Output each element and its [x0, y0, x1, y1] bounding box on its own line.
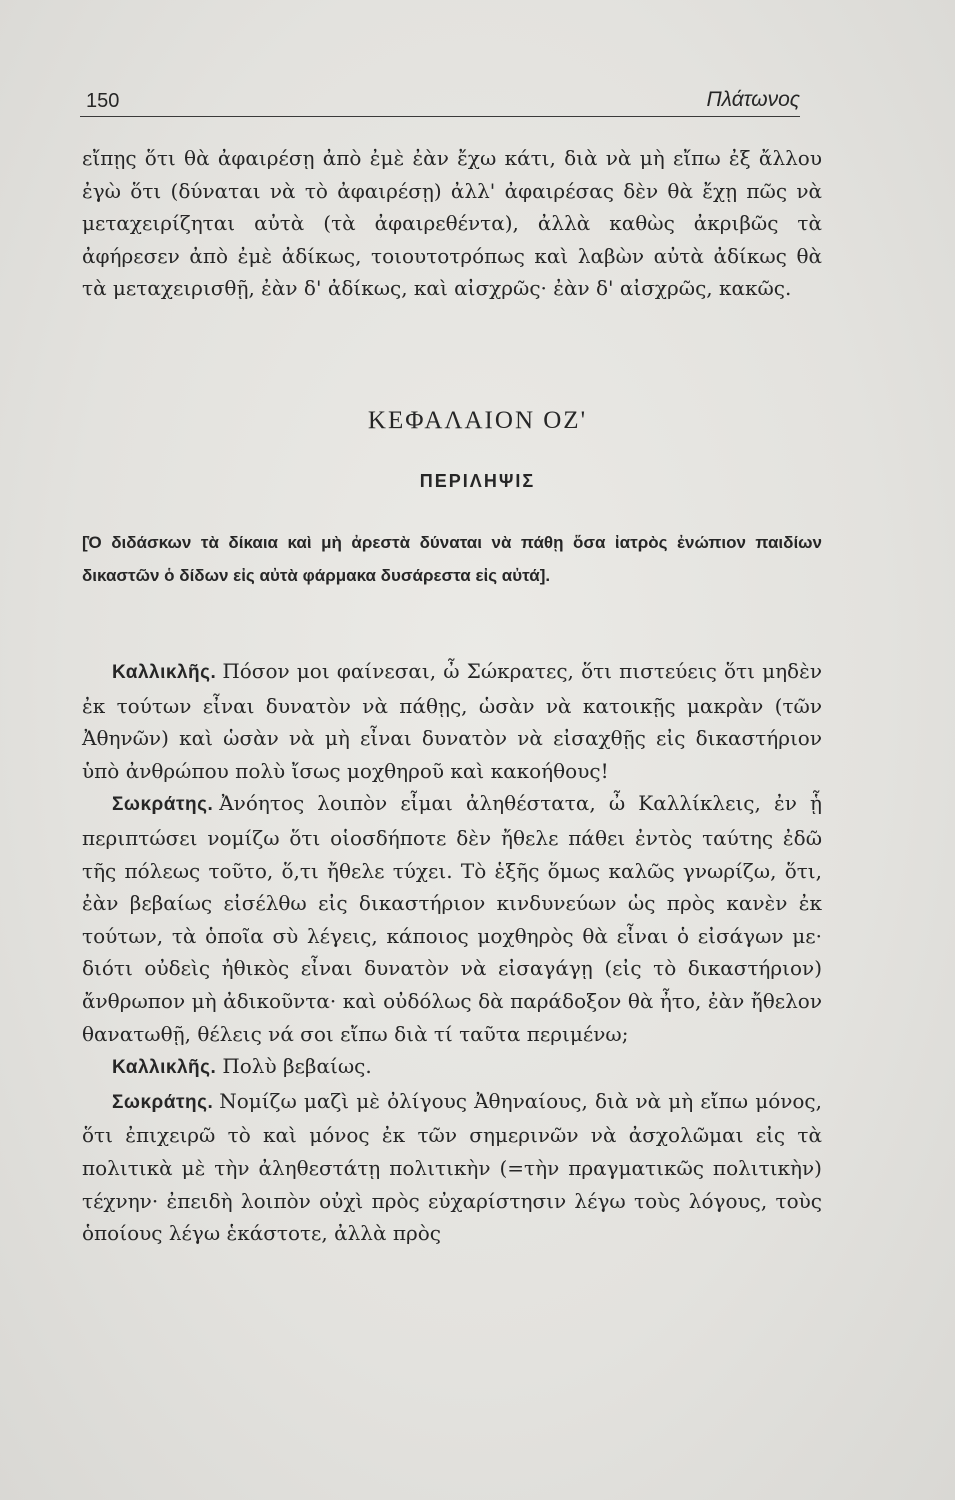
dialogue-turn	[82, 787, 822, 1050]
running-title: Πλάτωνος	[706, 88, 800, 111]
dialogue-turn	[82, 1085, 822, 1250]
dialogue-turn	[82, 1050, 822, 1085]
speech-text: Πόσον μοι φαίνεσαι, ὦ Σώκρατες, ὅτι πιστεύεις ὅτι μηδὲν ἐκ τούτων εἶναι δυνατὸν νὰ πάθῃς, ὡσὰν νὰ κατοικῇς μακρὰν (τῶν Ἀθηνῶν) καὶ ὡσὰν νὰ μὴ εἶναι δυνατὸν νὰ εἰσαχθῇς εἰς δικαστήριον ὑπὸ ἀνθρώπου πολὺ ἴσως μοχθηροῦ καὶ κακοήθους!	[82, 659, 822, 783]
speaker-name: Σωκράτης.	[112, 1091, 214, 1113]
speech-text: Πολὺ βεβαίως.	[222, 1054, 372, 1079]
dialogue-turn	[82, 655, 822, 787]
running-head	[80, 88, 800, 117]
speaker-name: Καλλικλῆς.	[112, 662, 217, 683]
speaker-name: Καλλικλῆς.	[112, 1057, 217, 1079]
chapter-summary: [Ὁ διδάσκων τὰ δίκαια καὶ μὴ ἀρεστὰ δύναται νὰ πάθῃ ὅσα ἰατρὸς ἐνώπιον παιδίων δικαστῶν ὁ δίδων εἰς αὐτὰ φάρμακα δυσάρεστα εἰς αὐτά].	[82, 533, 822, 585]
chapter-title: ΚΕΦΑΛΑΙΟΝ ΟΖ'	[367, 407, 588, 434]
speech-text: Νομίζω μαζὶ μὲ ὀλίγους Ἀθηναίους, διὰ νὰ μὴ εἴπω μόνος, ὅτι ἐπιχειρῶ τὸ καὶ μόνος ἐκ τῶν σημερινῶν νὰ ἀσχολῶμαι εἰς τὰ πολιτικὰ μὲ τὴν ἀληθεστάτῃ πολιτικὴν (=τὴν πραγματικῶς πολιτικὴν) τέχνην· ἐπειδὴ λοιπὸν οὐχὶ πρὸς εὐχαρίστησιν λέγω τοὺς λόγους, τοὺς ὁποίους λέγω ἑκάστοτε, ἀλλὰ πρὸς	[82, 1088, 822, 1246]
page-number: 150	[86, 90, 120, 112]
speaker-name: Σωκράτης.	[112, 794, 214, 816]
summary-heading: ΠΕΡΙΛΗΨΙΣ	[419, 471, 536, 491]
speech-text: Ἀνόητος λοιπὸν εἶμαι ἀληθέστατα, ὦ Καλλίκλεις, ἐν ᾗ περιπτώσει νομίζω ὅτι οἱοσδήποτε δὲν ἤθελε πάθει ἐντὸς ταύτης ἐδῶ τῆς πόλεως τοῦτο, ὅ,τι ἤθελε τύχει. Τὸ ἑξῆς ὅμως καλῶς γνωρίζω, ὅτι, ἐὰν βεβαίως εἰσέλθω εἰς δικαστήριον κινδυνεύων ὡς πρὸς κανὲν ἐκ τούτων, τὰ ὁποῖα σὺ λέγεις, κάποιος μοχθηρὸς θὰ εἶναι ὁ εἰσάγων με· διότι οὐδεὶς ἠθικὸς εἶναι δυνατὸν νὰ εἰσαγάγῃ (εἰς τὸ δικαστήριον) ἄνθρωπον μὴ ἀδικοῦντα· καὶ οὐδόλως δὰ παράδοξον θὰ ἦτο, ἐὰν ἤθελον θανατωθῇ, θέλεις νά σοι εἴπω διὰ τί ταῦτα περιμένω;	[82, 791, 822, 1046]
opening-paragraph: εἴπῃς ὅτι θὰ ἀφαιρέσῃ ἀπὸ ἐμὲ ἐὰν ἔχω κάτι, διὰ νὰ μὴ εἴπω ἐξ ἄλλου ἐγὼ ὅτι (δύναται νὰ τὸ ἀφαιρέσῃ) ἀλλ' ἀφαιρέσας δὲν θὰ ἔχῃ πῶς νὰ μεταχειρίζηται αὐτὰ (τὰ ἀφαιρεθέντα), ἀλλὰ καθὼς ἀκριβῶς τὰ ἀφήρεσεν ἀπὸ ἐμὲ ἀδίκως, τοιουτοτρόπως καὶ λαβὼν αὐτὰ ἀδίκως θὰ τὰ μεταχειρισθῇ, ἐὰν δ' ἀδίκως, καὶ αἰσχρῶς· ἐὰν δ' αἰσχρῶς, κακῶς.	[82, 146, 822, 301]
dialogue	[82, 655, 822, 1250]
